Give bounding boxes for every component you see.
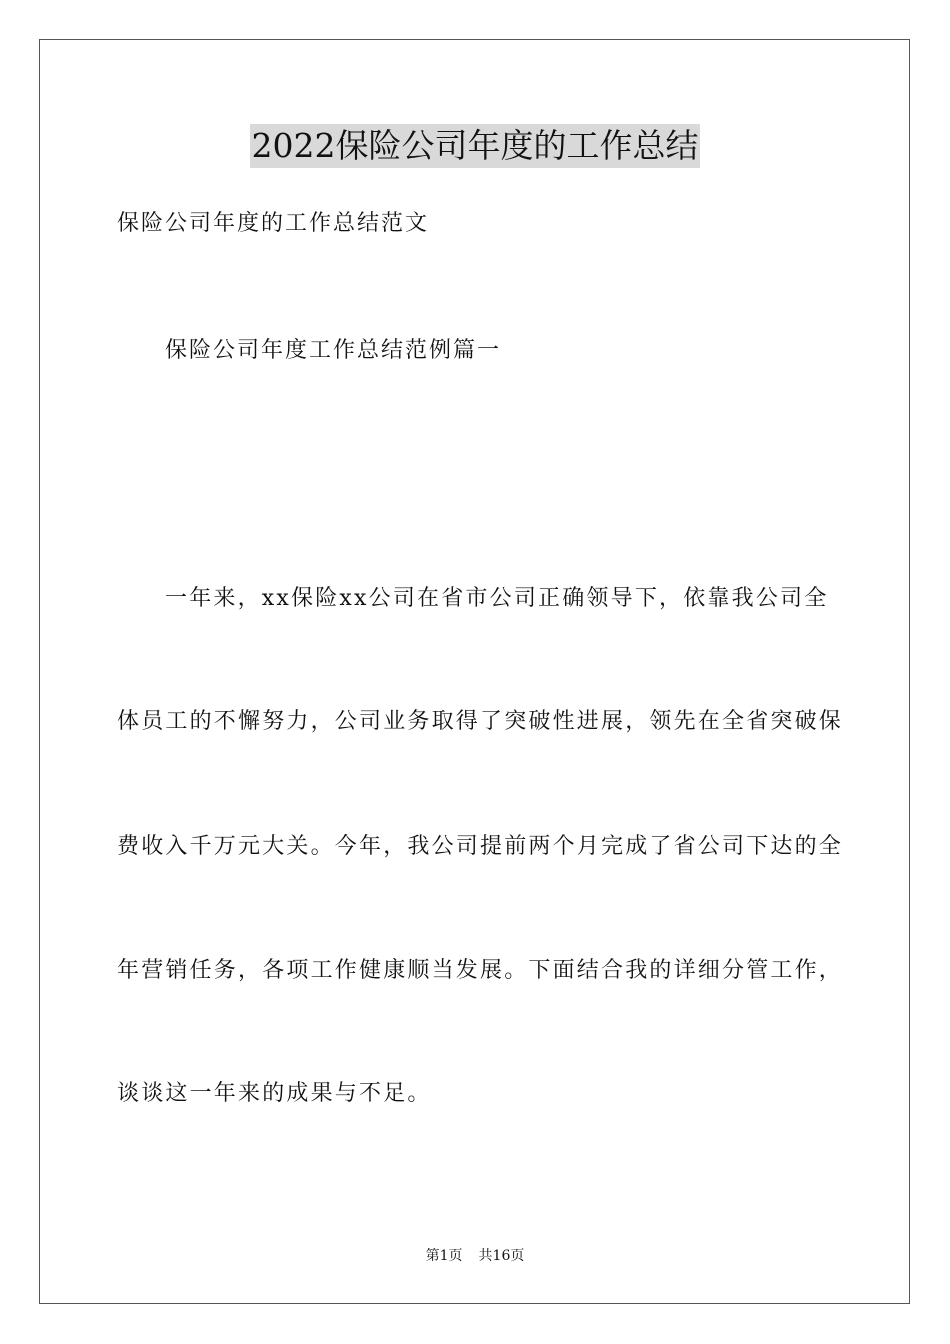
paragraph-line: 谈谈这一年来的成果与不足。 [117, 1081, 432, 1106]
paragraph-line: 费收入千万元大关。今年，我公司提前两个月完成了省公司下达的全 [117, 834, 844, 859]
page-total: 共16页 [478, 1248, 525, 1264]
page-number: 第1页 [425, 1248, 463, 1264]
document-title: 2022保险公司年度的工作总结 [250, 124, 701, 168]
page-footer [0, 1247, 950, 1265]
paragraph-line: 年营销任务，各项工作健康顺当发展。下面结合我的详细分管工作， [117, 958, 844, 983]
title-container [0, 124, 950, 168]
paragraph-line: 体员工的不懈努力，公司业务取得了突破性进展，领先在全省突破保 [117, 709, 844, 734]
section-heading: 保险公司年度工作总结范例篇一 [165, 338, 502, 363]
paragraph-line: 一年来，xx保险xx公司在省市公司正确领导下，依靠我公司全 [165, 586, 829, 611]
document-subtitle: 保险公司年度的工作总结范文 [117, 211, 430, 236]
